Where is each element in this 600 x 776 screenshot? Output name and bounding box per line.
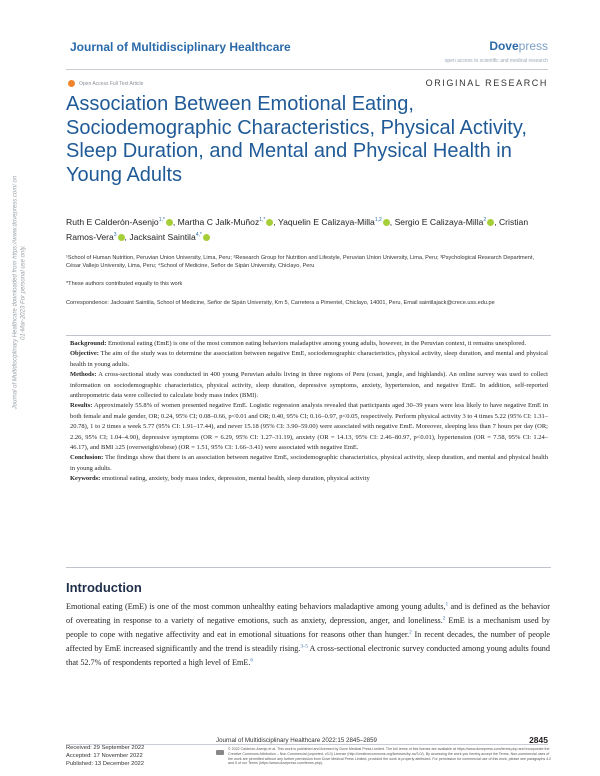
author: Yaquelin E Calizaya-Milla$^{1,2}$: [278, 217, 390, 227]
page-number: 2845: [529, 735, 548, 745]
published-date: Published: 13 December 2022: [66, 760, 144, 767]
brand-dove: Dove: [489, 39, 519, 53]
abstract-keywords: Keywords: emotional eating, anxiety, body mass index, depression, mental health, sleep duration, physical activity: [70, 475, 370, 483]
equal-contribution-note: *These authors contributed equally to this work: [66, 281, 183, 287]
article-title: Association Between Emotional Eating, Sociodemographic Characteristics, Physical Activity, Sleep Duration, and Mental and Physical Health in Young Adults: [66, 93, 527, 186]
correspondence: Correspondence: Jacksaint Saintila, School of Medicine, Señor de Sipán University, Km 5, Carretera a Pimentel, Chiclayo, 14001, Peru, Email saintilajack@crece.uss.edu.pe: [66, 300, 495, 306]
received-date: Received: 29 September 2022: [66, 745, 145, 751]
abstract: [70, 339, 548, 485]
cc-license-icon: [216, 750, 224, 755]
introduction-heading: Introduction: [66, 580, 142, 595]
reference-link[interactable]: 1: [445, 602, 449, 608]
author: Sergio E Calizaya-Milla$^2$: [395, 217, 495, 227]
abstract-objective: Objective: The aim of the study was to determine the association between negative EmE, sociodemographic characteristics, physical activity, sleep duration, and mental and physical health in young adults.: [70, 350, 548, 368]
accepted-date: Accepted: 17 November 2022: [66, 752, 143, 759]
journal-name: Journal of Multidisciplinary Healthcare: [70, 40, 291, 54]
author: Jacksaint Saintila$^{4,*}$: [129, 232, 210, 242]
abstract-methods: Methods: A cross-sectional study was conducted in 400 young Peruvian adults living in three regions of Peru (coast, jungle, and highlands). An online survey was used to collect information on sociodemographic characteristics, physical activity, sleep duration, depressive symptoms, anxiety, hypertension, and negative EmE. In addition, self-reported anthropometric data were collected to calculate body mass index (BMI).: [70, 371, 548, 400]
publisher-tagline: open access to scientific and medical research: [444, 58, 548, 64]
publisher-logo: [489, 39, 548, 53]
author: Martha C Jalk-Muñoz$^{1,*}$: [178, 217, 274, 227]
article-section: ORIGINAL RESEARCH: [425, 78, 548, 88]
reference-link[interactable]: 2: [442, 616, 446, 622]
abstract-results: Results: Approximately 55.8% of women presented negative EmE. Logistic regression analysis revealed that participants aged 30–39 years were less likely to have negative EmE in both female and male gender, OR; 0.24, 95% CI; 0.08–0.66, p<0.01 and OR; 0.40, 95% CI; 0.16–0.97, p<0.05, respectively. Perform physical activity 3 to 4 times 5.22 (95% CI: 1.31–20.78), 1 to 2 times a week 5.77 (95% CI: 1.91–17.44), and never 15.18 (95% CI: 3.90–59.00) were associated with negative EmE. Moreover, sleeping less than 7 hours per day (OR; 2.26, 95% CI; 1.04–4.90), depressive symptoms (OR = 6.29, 95% CI: 1.27–31.19), anxiety (OR = 14.13, 95% CI: 2.46–80.97, p<0.01), hypertension (OR = 7.58, 95% CI: 1.24–46.17), and BMI ≥25 (overweight/obese) (OR = 1.51, 95% CI: 1.66–3.41) were associated with negative EmE.: [70, 402, 548, 452]
header-divider: [66, 69, 548, 70]
orcid-icon[interactable]: [166, 219, 173, 226]
open-access-text: Open Access Full Text Article: [79, 80, 144, 87]
author: Cristian Ramos-Vera$^3$: [66, 217, 529, 242]
open-access-label: [68, 80, 143, 87]
author-list: Ruth E Calderón-Asenjo$^{1,*}$ , Martha C Jalk-Muñoz$^{1,*}$ , Yaquelin E Calizaya-Milla$^{1,2}$ , Sergio E Calizaya-Milla$^2$ , Cristian Ramos-Vera$^3$ , Jacksaint Saintila$^{4,*}$: [66, 217, 529, 242]
brand-press: press: [518, 39, 548, 53]
introduction-paragraph: Emotional eating (EmE) is one of the most common unhealthy eating behaviors maladaptive among young adults,$^1$ and is defined as the behavior of overeating in response to a variety of negative emotions, such as anxiety, depression, anger, and loneliness.$^2$ EmE is a mechanism used by people to cope with negative affectivity and eat in emotional situations for reasons other than hunger.$^2$ In recent decades, the number of people affected by EmE increased significantly and the trend is steadily rising.$^{3-5}$ A cross-sectional electronic survey conducted among young adults found that 52.7% of respondents reported a high level of EmE.$^6$: [66, 602, 551, 667]
orcid-icon[interactable]: [487, 219, 494, 226]
journal-citation: Journal of Multidisciplinary Healthcare 2022:15 2845–2859: [216, 737, 377, 744]
reference-link[interactable]: 2: [409, 630, 412, 636]
orcid-icon[interactable]: [266, 219, 273, 226]
orcid-icon[interactable]: [203, 234, 210, 241]
license-text: © 2022 Calderón-Asenjo et al. This work is published and licensed by Dove Medical Press Limited. The full terms of this license are available at https://www.dovepress.com/terms.php and incorporate the Creative Commons Attribution – Non Commercial (unported, v3.0) License (http://creativecommons.org/licenses/by-nc/3.0/). By accessing the work you hereby accept the Terms. Non-commercial uses of the work are permitted without any further permission from Dove Medical Press Limited, provided the work is properly attributed. For permission for commercial use of this work, please see paragraphs 4.2 and 5 of our Terms (https://www.dovepress.com/terms.php).: [228, 747, 552, 766]
download-side-note: Journal of Multidisciplinary Healthcare downloaded from https://www.dovepress.com/ on 01-Mar-2023 For personal use only.: [12, 175, 26, 410]
orcid-icon[interactable]: [118, 234, 125, 241]
open-access-icon: [68, 80, 75, 87]
abstract-conclusion: Conclusion: The findings show that there is an association between negative EmE, sociodemographic characteristics, physical activity, sleep duration, and mental and physical health in young adults.: [70, 454, 548, 472]
affiliations: ¹School of Human Nutrition, Peruvian Union University, Lima, Peru; ²Research Group for Nutrition and Lifestyle, Peruvian Union University, Lima, Peru; ³Psychological Research Department, César Vallejo University, Lima, Peru; ⁴School of Medicine, Señor de Sipán University, Chiclayo, Peru: [66, 255, 535, 270]
article-dates: [66, 745, 144, 768]
reference-link[interactable]: 3–5: [300, 643, 308, 649]
reference-link[interactable]: 6: [250, 657, 253, 663]
orcid-icon[interactable]: [383, 219, 390, 226]
author: Ruth E Calderón-Asenjo$^{1,*}$: [66, 217, 173, 227]
abstract-background: Background: Emotional eating (EmE) is one of the most common eating behaviors maladaptive among young adults, however, in the Peruvian context, it remains unexplored.: [70, 340, 527, 347]
